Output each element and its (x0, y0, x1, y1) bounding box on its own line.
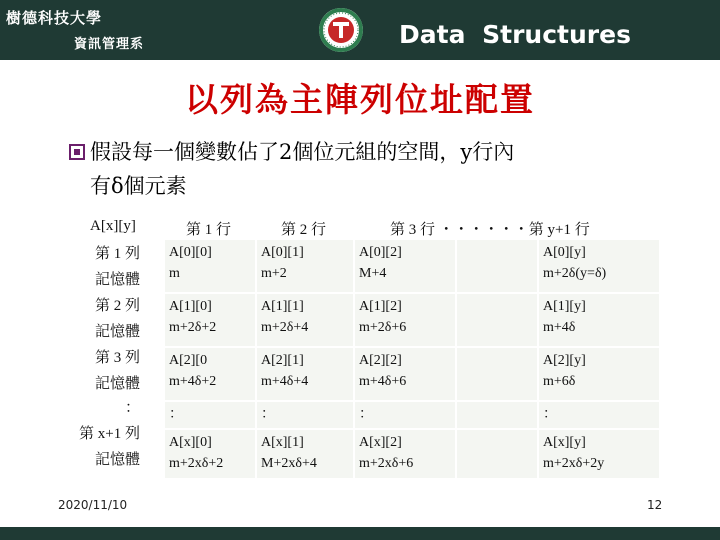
header-divider (0, 60, 720, 64)
course-title: Data Structures (399, 20, 631, 49)
cell-address: m+2δ+6 (359, 320, 407, 335)
cell-element: A[0][2] (359, 245, 402, 260)
cell-address: m+2δ+2 (169, 320, 217, 335)
bullet-text-line-1: 假設每一個變數佔了2個位元組的空間，y行內 (90, 140, 515, 164)
cell-address: M+4 (359, 266, 387, 281)
cell-element: A[1][y] (543, 299, 586, 314)
cell-address: m+2δ(y=δ) (543, 266, 607, 281)
address-table (163, 238, 661, 480)
table-corner-label: A[x][y] (90, 218, 136, 234)
cell-element: A[x][1] (261, 435, 304, 450)
bullet-text-line-2: 有δ個元素 (90, 174, 187, 198)
cell-element: A[x][0] (169, 435, 212, 450)
table-cell (164, 401, 256, 429)
cell-address: M+2xδ+4 (261, 456, 317, 471)
table-cell (354, 293, 456, 347)
table-cell (164, 293, 256, 347)
column-header-3: 第 3 行 ・・・・・・第 y+1 行 (390, 222, 590, 238)
table-cell (164, 239, 256, 293)
footer-date: 2020/11/10 (58, 498, 128, 512)
table-cell (256, 347, 354, 401)
page-number: 12 (647, 498, 663, 512)
table-cell (164, 429, 256, 479)
row-label: 第 3 列 (94, 350, 140, 366)
table-cell (256, 429, 354, 479)
footer-bar (0, 527, 720, 540)
school-logo (316, 6, 366, 54)
table-cell (456, 239, 538, 293)
cell-element: A[0][y] (543, 245, 586, 260)
cell-address: m+2δ+4 (261, 320, 309, 335)
cell-element: A[2][1] (261, 353, 304, 368)
table-cell (354, 401, 456, 429)
cell-element: A[2][2] (359, 353, 402, 368)
cell-address: m+4δ+4 (261, 374, 309, 389)
school-name: 樹德科技大學 (6, 9, 103, 27)
cell-address: m+2xδ+2y (543, 456, 605, 471)
cell-element: ： (169, 407, 183, 422)
cell-address: m+4δ+2 (169, 374, 217, 389)
column-header-1: 第 1 行 (186, 222, 232, 238)
row-label: 記憶體 (94, 324, 140, 340)
table-cell (256, 401, 354, 429)
row-label: 記憶體 (94, 272, 140, 288)
cell-element: A[2][0 (169, 353, 208, 368)
cell-address: m+2 (261, 266, 287, 281)
table-cell (164, 347, 256, 401)
table-row (164, 347, 660, 401)
table-cell (538, 347, 660, 401)
row-label: 第 2 列 (94, 298, 140, 314)
table-cell (538, 239, 660, 293)
department-name: 資訊管理系 (74, 37, 145, 52)
table-cell (354, 239, 456, 293)
cell-element: A[x][2] (359, 435, 402, 450)
row-label: 第 x+1 列 (79, 426, 140, 442)
slide-title: 以列為主陣列位址配置 (185, 80, 535, 119)
table-cell (354, 347, 456, 401)
cell-address: m+6δ (543, 374, 576, 389)
row-label: 第 1 列 (94, 246, 140, 262)
cell-address: m+2xδ+6 (359, 456, 414, 471)
row-label: 記憶體 (94, 376, 140, 392)
cell-element: ： (543, 407, 557, 422)
table-cell (256, 239, 354, 293)
cell-element: A[1][2] (359, 299, 402, 314)
row-label: 記憶體 (94, 452, 140, 468)
table-cell (456, 429, 538, 479)
cell-address: m+2xδ+2 (169, 456, 224, 471)
table-cell (354, 429, 456, 479)
column-header-2: 第 2 行 (281, 222, 327, 238)
cell-address: m (169, 266, 180, 281)
table-cell (256, 293, 354, 347)
cell-element: A[1][0] (169, 299, 212, 314)
table-row (164, 429, 660, 479)
table-cell (538, 401, 660, 429)
table-cell (456, 293, 538, 347)
table-cell (456, 401, 538, 429)
cell-element: ： (359, 407, 373, 422)
cell-address: m+4δ+6 (359, 374, 407, 389)
cell-element: ： (261, 407, 275, 422)
cell-element: A[1][1] (261, 299, 304, 314)
row-label: ： (124, 400, 140, 416)
cell-element: A[2][y] (543, 353, 586, 368)
table-row (164, 239, 660, 293)
bullet-icon (69, 144, 85, 160)
table-cell (538, 429, 660, 479)
cell-element: A[0][1] (261, 245, 304, 260)
cell-element: A[x][y] (543, 435, 586, 450)
cell-address: m+4δ (543, 320, 576, 335)
table-row (164, 293, 660, 347)
table-row (164, 401, 660, 429)
cell-element: A[0][0] (169, 245, 212, 260)
table-cell (538, 293, 660, 347)
table-cell (456, 347, 538, 401)
